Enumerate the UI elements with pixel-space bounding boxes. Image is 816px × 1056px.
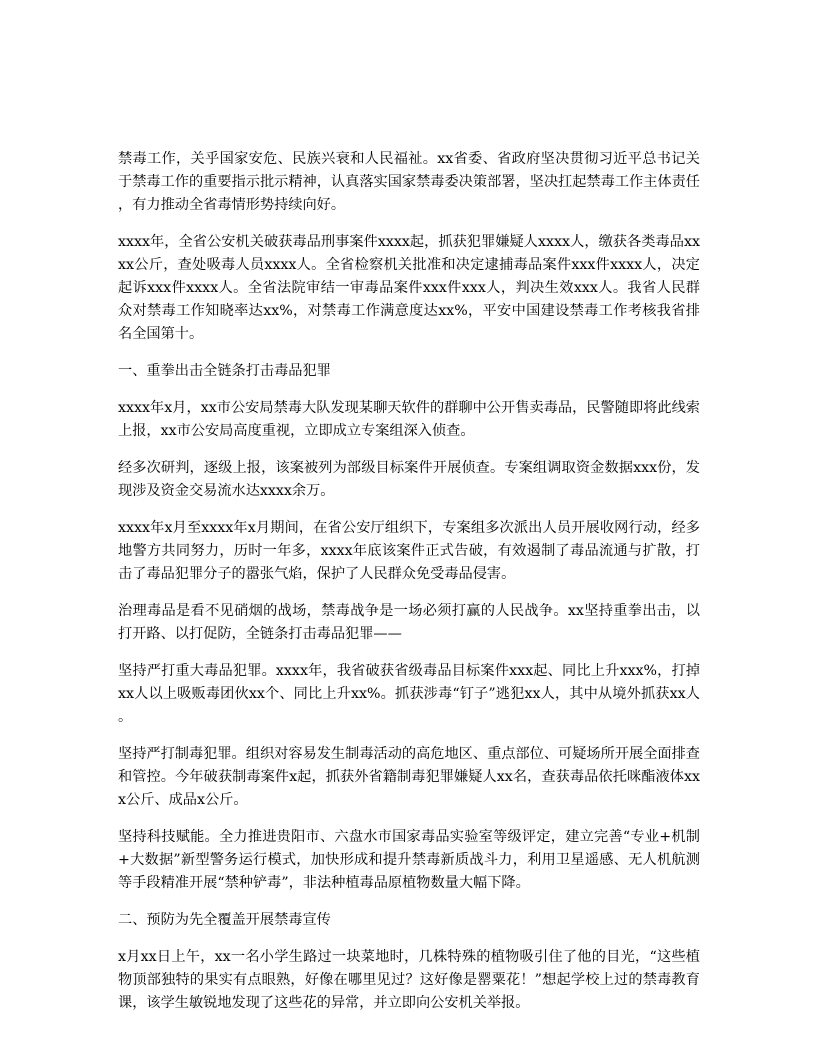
manufacturing-crime-paragraph: 坚持严打制毒犯罪。组织对容易发生制毒活动的高危地区、重点部位、可疑场所开展全面排查和管控。今年破获制毒案件x起，抓获外省籍制毒犯罪嫌疑人xx名，查获毒品依托咪酯液体xxx公斤、成品x公斤。 xyxy=(118,746,700,808)
section-heading-prevention: 二、预防为先全覆盖开展禁毒宣传 xyxy=(118,912,331,928)
technology-paragraph: 坚持科技赋能。全力推进贵阳市、六盘水市国家毒品实验室等级评定，建立完善“专业+机制+大数据”新型警务运行模式，加快形成和提升禁毒新质战斗力，利用卫星遥感、无人机航测等手段精准开展“禁种铲毒”，非法种植毒品原植物数量大幅下降。 xyxy=(118,829,700,891)
student-report-paragraph: x月xx日上午，xx一名小学生路过一块菜地时，几株特殊的植物吸引住了他的目光，“这些植物顶部独特的果实有点眼熟，好像在哪里见过？这好像是罂粟花！”想起学校上过的禁毒教育课，该学生敏锐地发现了这些花的异常，并立即向公安机关举报。 xyxy=(118,949,700,1011)
case-closure-paragraph: xxxx年x月至xxxx年x月期间，在省公安厅组织下，专案组多次派出人员开展收网行动，经多地警方共同努力，历时一年多，xxxx年底该案件正式告破，有效遏制了毒品流通与扩散，打击了毒品犯罪分子的嚣张气焰，保护了人民群众免受毒品侵害。 xyxy=(118,520,700,582)
major-crime-paragraph: 坚持严打重大毒品犯罪。xxxx年，我省破获省级毒品目标案件xxx起、同比上升xxx%，打掉xx人以上吸贩毒团伙xx个、同比上升xx%。抓获涉毒“钉子”逃犯xx人，其中从境外抓获xx人。 xyxy=(118,663,700,725)
case-discovery-paragraph: xxxx年x月，xx市公安局禁毒大队发现某聊天软件的群聊中公开售卖毒品，民警随即将此线索上报，xx市公安局高度重视，立即成立专案组深入侦查。 xyxy=(118,400,700,439)
intro-paragraph: 禁毒工作，关乎国家安危、民族兴衰和人民福祉。xx省委、省政府坚决贯彻习近平总书记关于禁毒工作的重要指示批示精神，认真落实国家禁毒委决策部署，坚决扛起禁毒工作主体责任，有力推动全省毒情形势持续向好。 xyxy=(118,151,700,213)
drug-war-paragraph: 治理毒品是看不见硝烟的战场，禁毒战争是一场必须打赢的人民战争。xx坚持重拳出击，以打开路、以打促防，全链条打击毒品犯罪—— xyxy=(118,603,700,642)
case-investigation-paragraph: 经多次研判，逐级上报，该案被列为部级目标案件开展侦查。专案组调取资金数据xxx份，发现涉及资金交易流水达xxxx余万。 xyxy=(118,460,700,499)
statistics-paragraph: xxxx年，全省公安机关破获毒品刑事案件xxxx起，抓获犯罪嫌疑人xxxx人，缴获各类毒品xxxx公斤，查处吸毒人员xxxx人。全省检察机关批准和决定逮捕毒品案件xxx件xxxx人，决定起诉xxx件xxxx人。全省法院审结一审毒品案件xxx件xxx人，判决生效xxx人。我省人民群众对禁毒工作知晓率达xx%，对禁毒工作满意度达xx%，平安中国建设禁毒工作考核我省排名全国第十。 xyxy=(118,234,700,342)
document-body xyxy=(118,148,700,1029)
section-heading-crackdown: 一、重拳出击全链条打击毒品犯罪 xyxy=(118,363,331,379)
